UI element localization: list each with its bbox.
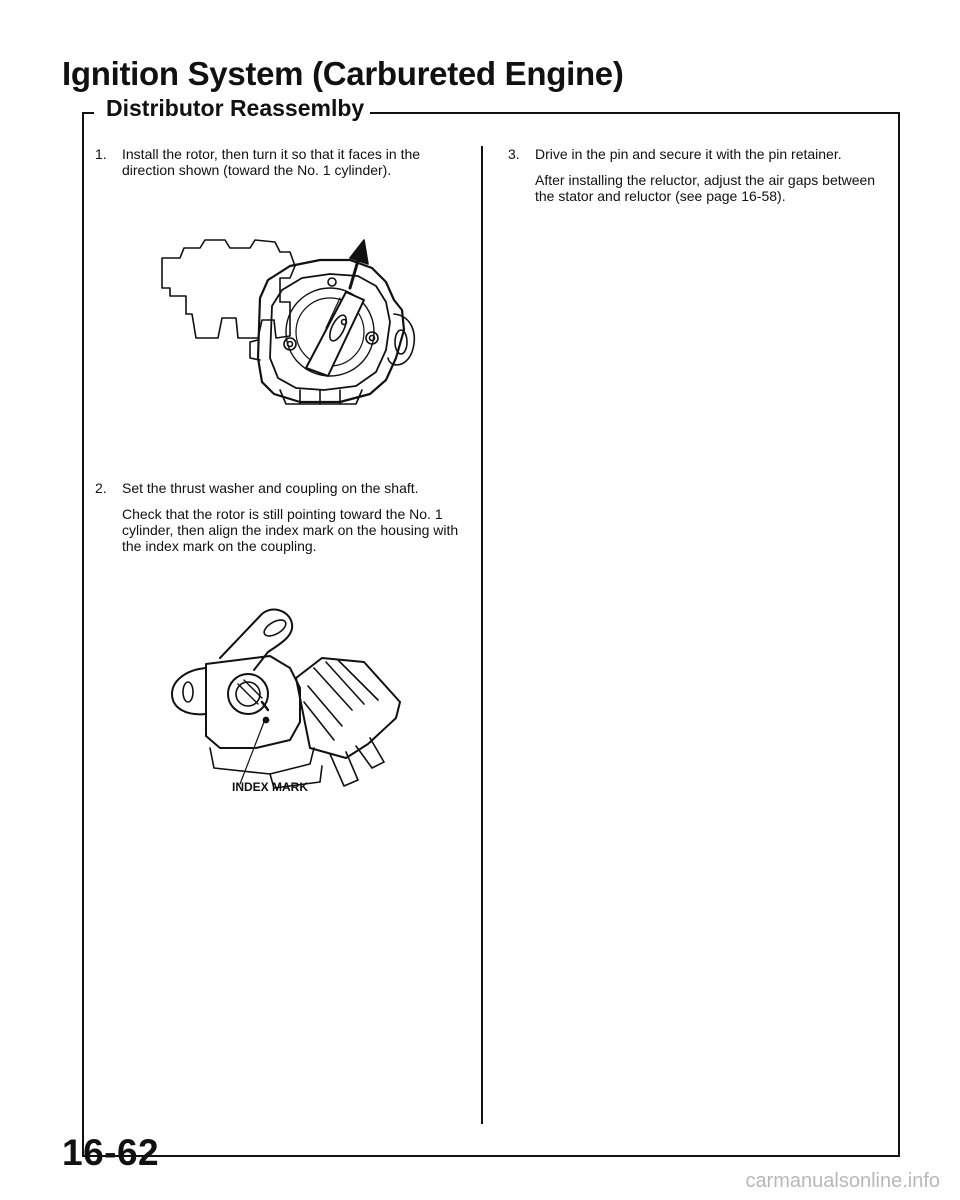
step-number: 1. bbox=[95, 146, 107, 162]
step-body bbox=[122, 146, 467, 188]
step-paragraph: Install the rotor, then turn it so that it faces in the direction shown (toward the No. 1 cylinder). bbox=[122, 146, 421, 178]
step-body bbox=[122, 480, 467, 564]
rotor-direction-illustration bbox=[150, 218, 418, 408]
column-divider bbox=[481, 146, 483, 1124]
page-title: Ignition System (Carbureted Engine) bbox=[62, 55, 624, 92]
step-number: 3. bbox=[508, 146, 520, 162]
step-paragraph: Check that the rotor is still pointing toward the No. 1 cylinder, then align the index mark on the housing with the index mark on the coupling. bbox=[122, 506, 459, 554]
frame-top-border-right bbox=[348, 112, 900, 114]
step-number: 2. bbox=[95, 480, 107, 496]
watermark: carmanualsonline.info bbox=[745, 1170, 940, 1192]
index-mark-illustration bbox=[150, 598, 418, 798]
section-title: Distributor Reassemlby bbox=[100, 95, 370, 122]
index-mark-label: INDEX MARK bbox=[232, 780, 309, 794]
page-number: 16-62 bbox=[62, 1132, 160, 1173]
step-paragraph: After installing the reluctor, adjust the air gaps between the stator and reluctor (see page 16-58). bbox=[535, 172, 876, 204]
step-body bbox=[535, 146, 888, 214]
frame-top-border-left bbox=[82, 112, 94, 114]
step-paragraph: Drive in the pin and secure it with the pin retainer. bbox=[535, 146, 842, 162]
step-paragraph: Set the thrust washer and coupling on the shaft. bbox=[122, 480, 419, 496]
